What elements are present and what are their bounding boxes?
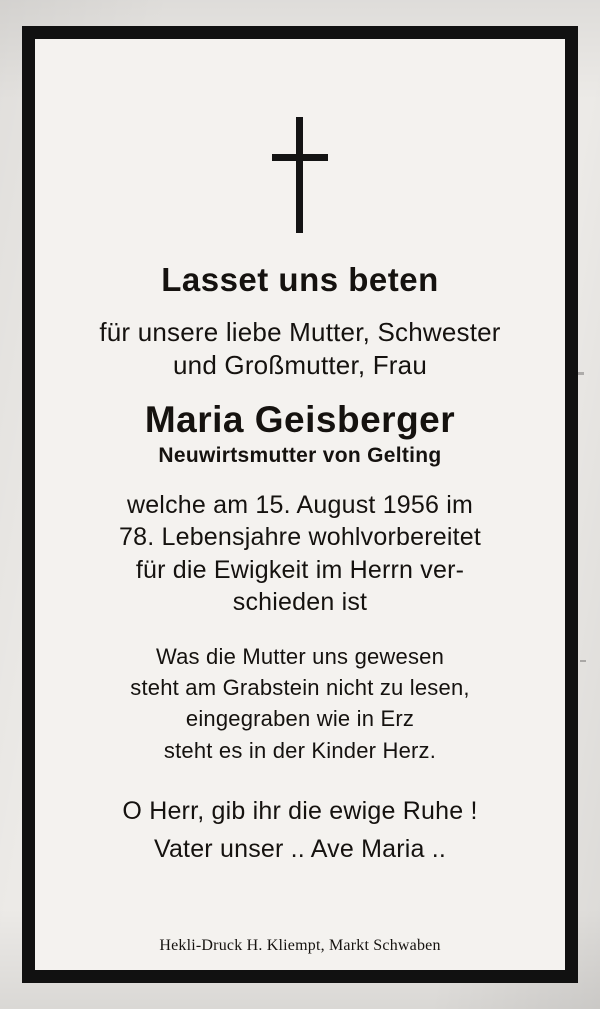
latin-cross-icon — [265, 117, 335, 233]
deceased-subtitle: Neuwirtsmutter von Gelting — [158, 444, 442, 468]
cross-vertical-bar — [296, 117, 303, 233]
verse-line-2: steht am Grabstein nicht zu lesen, — [130, 675, 470, 701]
prayer-line-1: O Herr, gib ihr die ewige Ruhe ! — [122, 796, 478, 825]
dedication-line-2: und Großmutter, Frau — [173, 350, 427, 381]
printer-imprint: Hekli-Druck H. Kliempt, Markt Schwaben — [159, 937, 441, 955]
cross-horizontal-bar — [272, 154, 328, 161]
black-mourning-border — [22, 26, 578, 983]
death-notice-line-4: schieden ist — [232, 588, 368, 617]
card-content — [35, 39, 565, 970]
deceased-name: Maria Geisberger — [144, 399, 456, 441]
prayer-line-2: Vater unser .. Ave Maria .. — [153, 835, 447, 864]
verse-line-1: Was die Mutter uns gewesen — [155, 643, 445, 669]
verse-line-4: steht es in der Kinder Herz. — [163, 737, 437, 763]
death-notice-line-1: welche am 15. August 1956 im — [126, 490, 474, 519]
prayer-heading: Lasset uns beten — [161, 261, 439, 298]
death-notice-line-3: für die Ewigkeit im Herrn ver- — [135, 555, 465, 584]
scan-edge-mark — [580, 660, 586, 662]
dedication-line-1: für unsere liebe Mutter, Schwester — [99, 316, 501, 347]
verse-line-3: eingegraben wie in Erz — [185, 706, 415, 732]
death-notice-line-2: 78. Lebensjahre wohlvorbereitet — [119, 523, 481, 552]
